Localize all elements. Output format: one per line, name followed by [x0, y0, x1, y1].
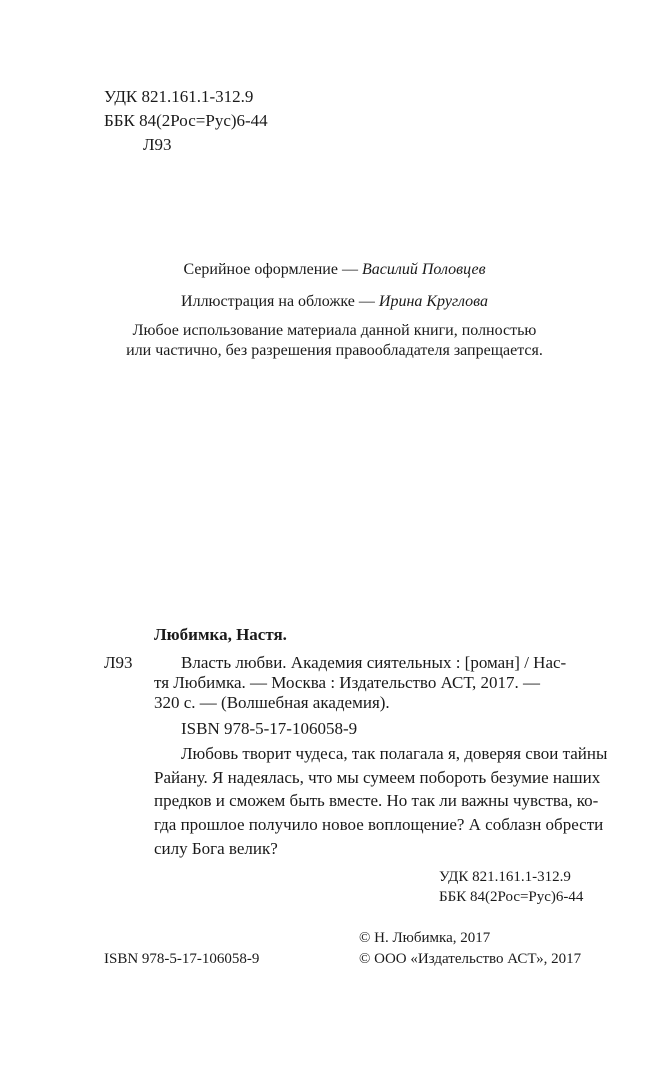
cover-illustration-name: Ирина Круглова: [378, 293, 488, 310]
author-mark-top: Л93: [143, 135, 172, 154]
udk-code-card: УДК 821.161.1-312.9: [439, 869, 571, 885]
description-line-1: Власть любви. Академия сиятельных : [роман] / Нас-: [181, 653, 567, 672]
annotation-line-5: силу Бога велик?: [154, 839, 278, 858]
cover-illustration-credit: [0, 290, 669, 314]
bbk-code-card: ББК 84(2Рос=Рус)6-44: [439, 889, 584, 905]
description-line-3: 320 с. — (Волшебная академия).: [154, 693, 390, 712]
copyright-publisher: © ООО «Издательство АСТ», 2017: [359, 951, 582, 967]
isbn-card: ISBN 978-5-17-106058-9: [181, 719, 358, 738]
annotation-line-4: гда прошлое получило новое воплощение? А соблазн обрести: [154, 815, 604, 834]
copyright-notice-line-1: Любое использование материала данной книги, полностью: [132, 322, 537, 339]
bbk-code-top: ББК 84(2Рос=Рус)6-44: [104, 111, 268, 130]
cover-illustration-role: Иллюстрация на обложке —: [181, 293, 379, 310]
author-heading: Любимка, Настя.: [154, 625, 287, 644]
annotation-line-2: Райану. Я надеялась, что мы сумеем побороть безумие наших: [154, 768, 601, 787]
udk-code-top: УДК 821.161.1-312.9: [104, 87, 254, 106]
author-mark-card: Л93: [104, 653, 133, 672]
series-design-name: Василий Половцев: [361, 261, 486, 278]
isbn-footer: ISBN 978-5-17-106058-9: [104, 951, 260, 967]
description-line-2: тя Любимка. — Москва : Издательство АСТ, 2017. —: [154, 673, 541, 692]
series-design-role: Серийное оформление —: [183, 261, 362, 278]
copyright-author: © Н. Любимка, 2017: [359, 930, 491, 946]
annotation-line-3: предков и сможем быть вместе. Но так ли важны чувства, ко-: [154, 791, 599, 810]
series-design-credit: [0, 258, 669, 282]
copyright-notice-line-2: или частично, без разрешения правообладателя запрещается.: [126, 342, 543, 359]
annotation-line-1: Любовь творит чудеса, так полагала я, доверяя свои тайны: [181, 744, 608, 763]
